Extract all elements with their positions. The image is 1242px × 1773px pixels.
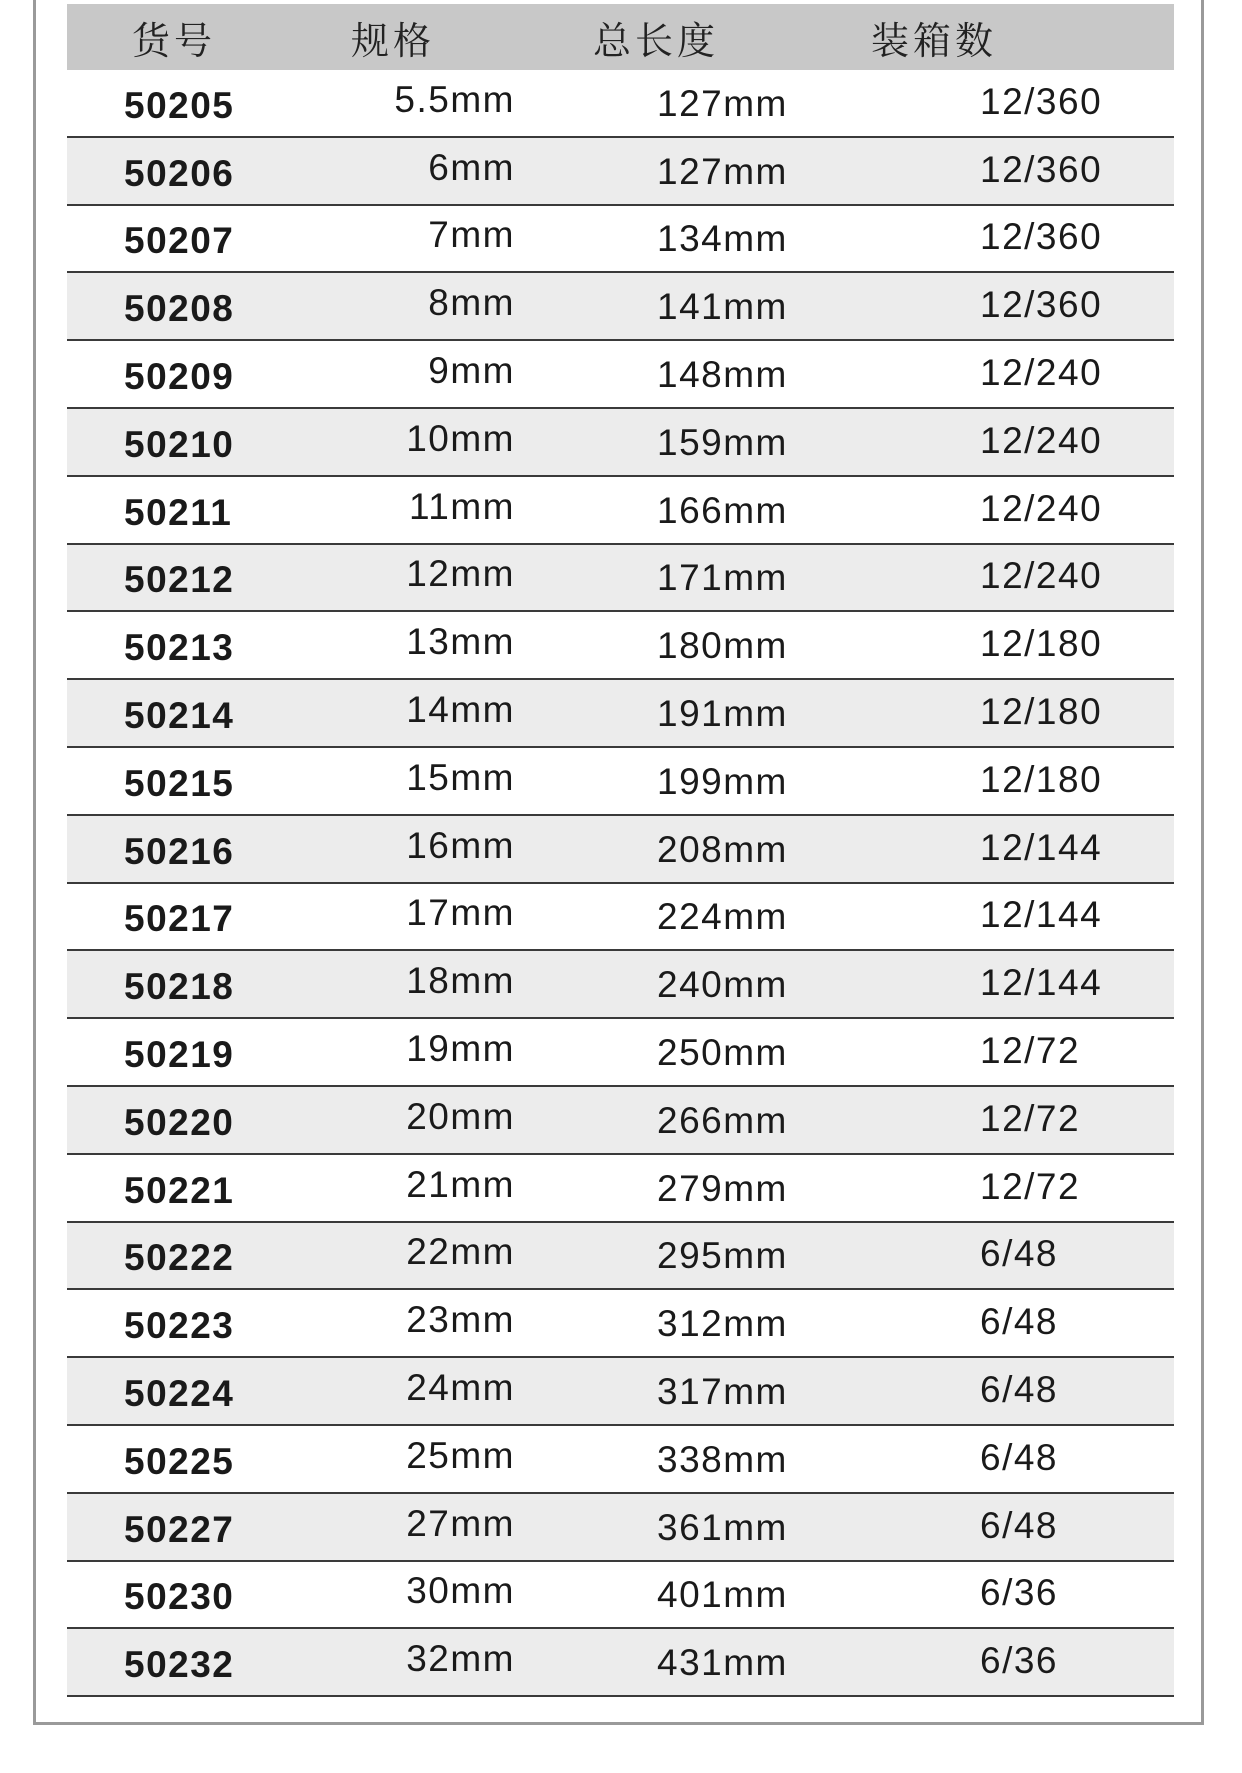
cell-carton-qty: 6/48 — [980, 1301, 1059, 1343]
cell-carton-qty: 12/360 — [980, 216, 1103, 258]
cell-total-length: 199mm — [657, 760, 788, 802]
cell-item-number: 50218 — [124, 966, 235, 1008]
cell-total-length: 171mm — [657, 557, 788, 599]
cell-carton-qty: 12/180 — [980, 623, 1103, 665]
cell-carton-qty: 12/240 — [980, 352, 1103, 394]
cell-spec: 23mm — [406, 1299, 515, 1341]
table-row — [67, 273, 1174, 341]
cell-spec: 17mm — [406, 892, 515, 934]
cell-total-length: 295mm — [657, 1235, 788, 1277]
cell-carton-qty: 12/180 — [980, 691, 1103, 733]
cell-carton-qty: 6/48 — [980, 1233, 1059, 1275]
header-carton-qty: 装箱数 — [870, 18, 998, 63]
cell-item-number: 50232 — [124, 1644, 235, 1686]
cell-total-length: 224mm — [657, 896, 788, 938]
cell-total-length: 148mm — [657, 354, 788, 396]
cell-item-number: 50224 — [124, 1373, 235, 1415]
cell-item-number: 50227 — [124, 1508, 235, 1550]
cell-total-length: 127mm — [657, 150, 788, 192]
table-row — [67, 1155, 1174, 1223]
table-row — [67, 1494, 1174, 1562]
table-row — [67, 951, 1174, 1019]
table-header — [67, 4, 1174, 70]
cell-total-length: 180mm — [657, 625, 788, 667]
cell-spec: 19mm — [406, 1028, 515, 1070]
cell-item-number: 50230 — [124, 1576, 235, 1618]
cell-item-number: 50217 — [124, 898, 235, 940]
table-row — [67, 1562, 1174, 1630]
cell-spec: 10mm — [406, 417, 515, 459]
cell-total-length: 208mm — [657, 828, 788, 870]
cell-spec: 14mm — [406, 689, 515, 731]
cell-total-length: 191mm — [657, 693, 788, 735]
cell-spec: 25mm — [406, 1434, 515, 1476]
cell-spec: 13mm — [406, 621, 515, 663]
cell-carton-qty: 6/36 — [980, 1640, 1059, 1682]
cell-item-number: 50207 — [124, 220, 235, 262]
table-row — [67, 477, 1174, 545]
table-row — [67, 138, 1174, 206]
header-item-number: 货号 — [131, 18, 217, 63]
table-row — [67, 70, 1174, 138]
cell-spec: 9mm — [428, 350, 515, 392]
table-row — [67, 1223, 1174, 1291]
cell-item-number: 50211 — [124, 491, 233, 533]
cell-spec: 7mm — [428, 214, 515, 256]
cell-total-length: 279mm — [657, 1167, 788, 1209]
cell-item-number: 50214 — [124, 695, 235, 737]
cell-total-length: 240mm — [657, 964, 788, 1006]
header-total-length: 总长度 — [592, 18, 720, 63]
cell-total-length: 127mm — [657, 82, 788, 124]
cell-spec: 24mm — [406, 1367, 515, 1409]
cell-total-length: 401mm — [657, 1574, 788, 1616]
cell-carton-qty: 6/48 — [980, 1369, 1059, 1411]
table-row — [67, 1087, 1174, 1155]
cell-carton-qty: 12/72 — [980, 1165, 1081, 1207]
cell-item-number: 50220 — [124, 1101, 235, 1143]
spec-table — [67, 4, 1174, 1697]
cell-item-number: 50212 — [124, 559, 235, 601]
cell-total-length: 141mm — [657, 286, 788, 328]
cell-carton-qty: 6/36 — [980, 1572, 1059, 1614]
cell-carton-qty: 12/144 — [980, 894, 1103, 936]
cell-total-length: 266mm — [657, 1099, 788, 1141]
cell-spec: 27mm — [406, 1502, 515, 1544]
cell-item-number: 50206 — [124, 152, 235, 194]
cell-item-number: 50216 — [124, 830, 235, 872]
cell-item-number: 50210 — [124, 423, 235, 465]
cell-item-number: 50223 — [124, 1305, 235, 1347]
cell-item-number: 50209 — [124, 356, 235, 398]
cell-item-number: 50221 — [124, 1169, 235, 1211]
cell-carton-qty: 12/240 — [980, 555, 1103, 597]
cell-spec: 12mm — [406, 553, 515, 595]
table-row — [67, 1358, 1174, 1426]
cell-spec: 30mm — [406, 1570, 515, 1612]
cell-total-length: 317mm — [657, 1371, 788, 1413]
cell-total-length: 159mm — [657, 421, 788, 463]
table-row — [67, 612, 1174, 680]
cell-carton-qty: 12/144 — [980, 962, 1103, 1004]
table-row — [67, 680, 1174, 748]
table-row — [67, 816, 1174, 884]
cell-spec: 5.5mm — [394, 78, 515, 120]
cell-item-number: 50215 — [124, 762, 235, 804]
cell-carton-qty: 12/180 — [980, 758, 1103, 800]
table-row — [67, 1290, 1174, 1358]
cell-carton-qty: 12/360 — [980, 80, 1103, 122]
cell-spec: 20mm — [406, 1095, 515, 1137]
cell-spec: 15mm — [406, 756, 515, 798]
cell-spec: 11mm — [408, 485, 515, 527]
cell-spec: 6mm — [428, 146, 515, 188]
table-row — [67, 341, 1174, 409]
cell-total-length: 250mm — [657, 1032, 788, 1074]
cell-carton-qty: 12/240 — [980, 487, 1103, 529]
cell-total-length: 361mm — [657, 1506, 788, 1548]
cell-item-number: 50205 — [124, 84, 235, 126]
cell-item-number: 50225 — [124, 1440, 235, 1482]
cell-carton-qty: 6/48 — [980, 1436, 1059, 1478]
cell-carton-qty: 12/240 — [980, 419, 1103, 461]
table-row — [67, 1426, 1174, 1494]
table-row — [67, 206, 1174, 274]
cell-spec: 32mm — [406, 1638, 515, 1680]
table-row — [67, 884, 1174, 952]
cell-total-length: 134mm — [657, 218, 788, 260]
cell-total-length: 431mm — [657, 1642, 788, 1684]
cell-carton-qty: 12/72 — [980, 1097, 1081, 1139]
cell-carton-qty: 12/360 — [980, 148, 1103, 190]
cell-total-length: 338mm — [657, 1438, 788, 1480]
cell-spec: 8mm — [428, 282, 515, 324]
cell-carton-qty: 12/360 — [980, 284, 1103, 326]
table-row — [67, 545, 1174, 613]
table-row — [67, 409, 1174, 477]
cell-carton-qty: 12/144 — [980, 826, 1103, 868]
header-spec: 规格 — [350, 18, 436, 63]
cell-spec: 16mm — [406, 824, 515, 866]
table-row — [67, 1019, 1174, 1087]
cell-item-number: 50213 — [124, 627, 235, 669]
cell-spec: 22mm — [406, 1231, 515, 1273]
cell-carton-qty: 12/72 — [980, 1030, 1081, 1072]
cell-item-number: 50219 — [124, 1034, 235, 1076]
cell-item-number: 50222 — [124, 1237, 235, 1279]
cell-carton-qty: 6/48 — [980, 1504, 1059, 1546]
cell-total-length: 166mm — [657, 489, 788, 531]
table-row — [67, 1629, 1174, 1697]
table-row — [67, 748, 1174, 816]
table-body — [67, 70, 1174, 1697]
cell-item-number: 50208 — [124, 288, 235, 330]
cell-spec: 18mm — [406, 960, 515, 1002]
cell-total-length: 312mm — [657, 1303, 788, 1345]
cell-spec: 21mm — [406, 1163, 515, 1205]
